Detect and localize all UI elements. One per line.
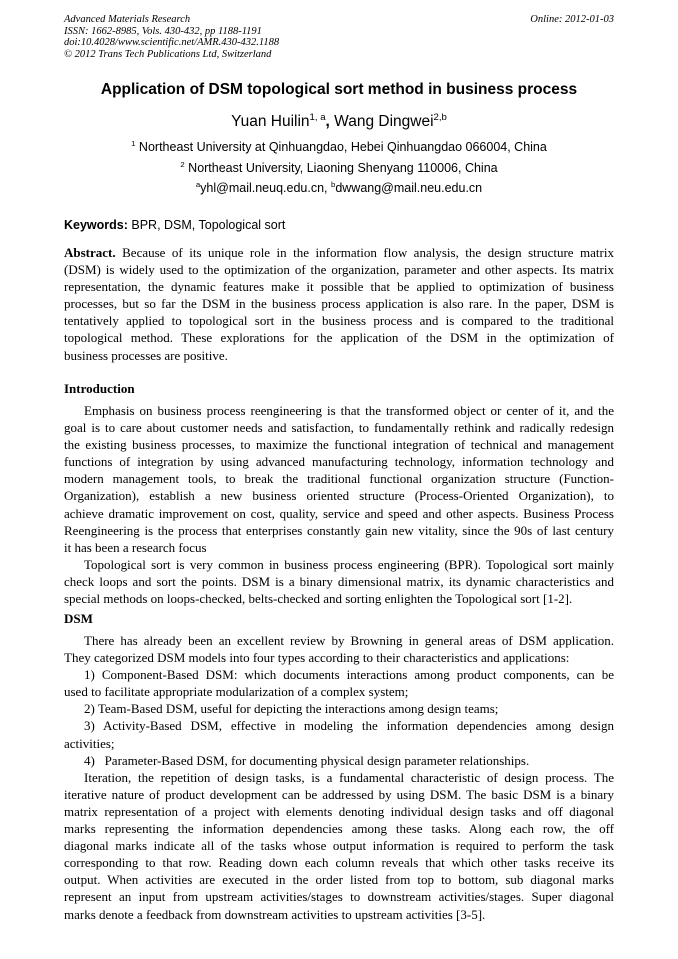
dsm-line: iterative nature of product development can be addressed by using DSM. The basic DSM is a binary <box>64 786 614 802</box>
intro-line: it has been a research focus <box>64 539 207 555</box>
dsm-body <box>64 632 614 923</box>
dsm-line: Iteration, the repetition of design tasks, is a fundamental characteristic of design process. The <box>84 769 614 785</box>
email-a: yhl@mail.neuq.edu.cn, <box>200 181 331 195</box>
dsm-line: activities; <box>64 735 115 751</box>
dsm-line: 3) Activity-Based DSM, effective in modeling the information dependencies among design <box>84 718 614 734</box>
journal-info <box>64 14 279 60</box>
email-b-sup: b <box>331 179 336 189</box>
intro-line: special methods on loops-checked, belts-checked and sorting enlighten the Topological sort [1-2]. <box>64 591 573 607</box>
dsm-line: corresponding to that row. Reading down each column reveals that which other tasks receive its <box>64 855 614 871</box>
abstract-line: tentatively applied to topological sort in the business process and is compared to the traditional <box>64 313 614 329</box>
intro-line: goal is to care about customer needs and satisfaction, to fundamentally rethink and radically redesign <box>64 420 614 436</box>
intro-line: the existing business processes, to maximize the functional integration of technical and management <box>64 437 614 453</box>
abstract-line: Abstract. Because of its unique role in the information flow analysis, the design structure matrix <box>64 245 614 260</box>
keywords-text: BPR, DSM, Topological sort <box>127 218 286 232</box>
abstract-line: topological method. These explorations for the application of the DSM in the optimization of <box>64 330 614 346</box>
intro-line: check loops and sort the points. DSM is a binary dimensional matrix, its dynamic characteristics and <box>64 573 614 589</box>
dsm-line: 1) Component-Based DSM: which documents interactions among product components, can be <box>84 667 614 683</box>
affiliation-2-text: Northeast University, Liaoning Shenyang 110006, China <box>184 161 498 175</box>
keywords-label: Keywords: <box>64 218 128 232</box>
author-2-sup: 2,b <box>433 111 447 123</box>
abstract-line: representation, the dynamic features make it possible that be applied to optimization of business <box>64 279 614 295</box>
dsm-line: marks denote a feedback from downstream activities to upstream activities [3-5]. <box>64 906 486 922</box>
dsm-line: There has already been an excellent review by Browning in general areas of DSM application. <box>84 633 614 648</box>
author-separator: , <box>325 113 335 130</box>
intro-line: Topological sort is very common in business process engineering (BPR). Topological sort mainly <box>84 556 614 572</box>
dsm-line: used to facilitate appropriate modularization of a complex system; <box>64 684 409 700</box>
intro-line: achieve dramatic improvement on cost, quality, service and speed and other aspects. Business Process <box>64 505 614 521</box>
dsm-line: matrix representation of a project with elements denoting individual design tasks and off diagonal <box>64 803 614 819</box>
issn: ISSN: 1662-8985, Vols. 430-432, pp 1188-1191 <box>64 25 262 37</box>
dsm-line: marks representing the information dependencies among these tasks. Along each row, the off <box>64 821 614 837</box>
dsm-line: They categorized DSM models into four types according to their characteristics and applications: <box>64 650 570 666</box>
abstract-line: processes, but so far the DSM in the business process application is also rare. In the paper, DSM is <box>64 296 614 312</box>
author-list <box>0 113 678 131</box>
intro-line: functions of integration by using advanced manufacturing technology, information technology and <box>64 454 614 470</box>
intro-line: Emphasis on business process reengineering is that the transformed object or center of it, and the <box>84 403 614 418</box>
keywords <box>64 218 285 232</box>
author-1-sup: 1, a <box>309 111 326 123</box>
affiliation-1 <box>0 140 678 154</box>
abstract <box>64 244 614 364</box>
dsm-line: represent an input from upstream activities/stages to downstream activities/stages. Super diagonal <box>64 889 614 905</box>
intro-line: modern management tools, to break the traditional functional organization structure (Function- <box>64 471 614 487</box>
introduction-body <box>64 402 614 607</box>
author-1: Yuan Huilin <box>231 113 310 130</box>
email-line <box>0 181 678 195</box>
author-2: Wang Dingwei <box>334 113 434 130</box>
copyright: © 2012 Trans Tech Publications Ltd, Switzerland <box>64 48 272 60</box>
affiliation-1-text: Northeast University at Qinhuangdao, Hebei Qinhuangdao 066004, China <box>135 140 547 154</box>
doi: doi:10.4028/www.scientific.net/AMR.430-432.1188 <box>64 37 280 48</box>
dsm-line: output. When activities are executed in the order listed from top to bottom, sub diagonal marks <box>64 872 614 888</box>
dsm-line: 4) Parameter-Based DSM, for documenting physical design parameter relationships. <box>84 752 530 768</box>
affiliation-2-sup: 2 <box>180 159 185 169</box>
email-b: dwwang@mail.neu.edu.cn <box>335 181 483 195</box>
dsm-line: 2) Team-Based DSM, useful for depicting the interactions among design teams; <box>84 701 499 717</box>
paper-title: Application of DSM topological sort method in business process <box>100 81 578 98</box>
affiliation-1-sup: 1 <box>131 138 136 148</box>
dsm-line: diagonal marks indicate all of the tasks whose output information is required to perform the task <box>64 838 614 854</box>
intro-line: Reengineering is the process that enterprises constantly gain new vitality, since the 90s of last century <box>64 522 614 538</box>
online-date: Online: 2012-01-03 <box>530 14 614 25</box>
journal-name: Advanced Materials Research <box>64 14 191 25</box>
dsm-heading: DSM <box>64 611 93 626</box>
abstract-label: Abstract. <box>64 245 116 260</box>
abstract-line: business processes are positive. <box>64 347 228 363</box>
email-a-sup: a <box>195 179 201 189</box>
introduction-heading: Introduction <box>64 381 135 396</box>
affiliation-2 <box>0 161 678 175</box>
intro-line: Organization), establish a new business oriented structure (Process-Oriented Organization), to <box>64 488 614 504</box>
abstract-line: (DSM) is widely used to the optimization of the organization, parameter and other aspects. Its matrix <box>64 262 614 278</box>
